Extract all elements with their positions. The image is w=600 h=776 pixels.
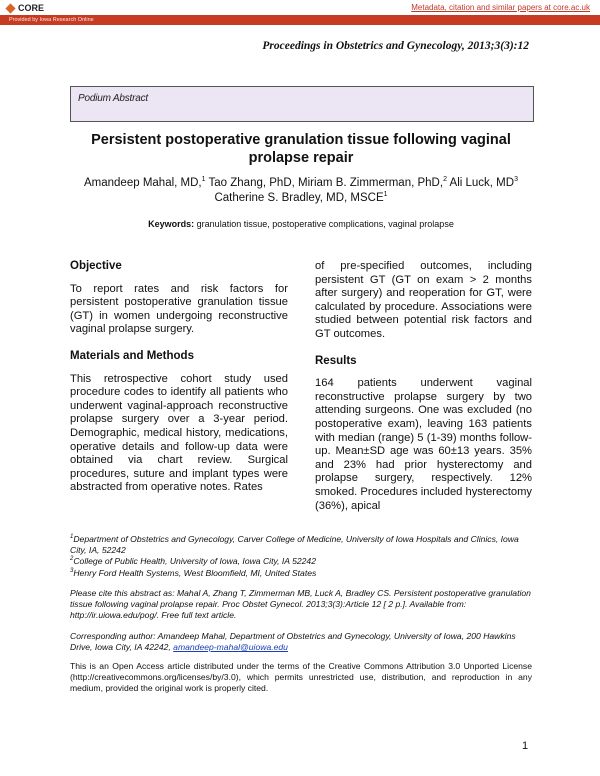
methods-text: This retrospective cohort study used procedure codes to identify all patients who underwent vaginal-approach reconstructive prolapse surgery over a 3-year period. Demographic, medical history, medications, operative details and follow-up data were obtained via chart review. Surgical procedures, suture and implant types were abstracted from operative notes. Rates xyxy=(70,372,288,494)
core-logo-icon xyxy=(5,3,15,13)
author-affil-sup: 1 xyxy=(201,176,206,184)
citation-note: Please cite this abstract as: Mahal A, Zhang T, Zimmerman MB, Luck A, Bradley CS. Persistent postoperative granulation tissue following vaginal prolapse repair. Proc Obstet Gynecol. 2013;3(3):Article 12 [ 2 p.]. Available from: http://ir.uiowa.edu/pog/. Free full text article. xyxy=(70,588,531,621)
methods-text-continued: of pre-specified outcomes, including persistent GT (GT on exam > 2 months after surgery) and reoperation for GT, were calculated by procedure. Associations were studied between potential risk factors and GT outcomes. xyxy=(315,260,532,340)
footnote xyxy=(70,534,532,556)
article-title: Persistent postoperative granulation tissue following vaginal prolapse repair xyxy=(91,132,511,166)
objective-heading: Objective xyxy=(70,260,122,272)
license-text: This is an Open Access article distributed under the terms of the Creative Commons Attribution 3.0 Unported License (http://creativecommons.org/licenses/by/3.0), which permits unrestricted use, distribution, and reproduction in any medium, provided the original work is properly cited. xyxy=(70,661,532,694)
footnote-sup: 1 xyxy=(70,534,74,541)
provider-text: Provided by Iowa Research Online xyxy=(9,17,94,23)
page-number: 1 xyxy=(522,740,529,752)
footnote-text: Department of Obstetrics and Gynecology, Carver College of Medicine, University of Iowa Hospitals and Clinics, Iowa City, IA, 52242 xyxy=(70,534,519,556)
author-affil-sup: 2 xyxy=(443,176,447,184)
results-heading: Results xyxy=(315,354,357,367)
right-column xyxy=(315,260,532,513)
footnote-text: Henry Ford Health Systems, West Bloomfield, MI, United States xyxy=(73,567,317,578)
abstract-type-label: Podium Abstract xyxy=(78,93,148,104)
footnote xyxy=(70,556,532,567)
left-column xyxy=(70,260,288,495)
author-line-2 xyxy=(60,191,542,206)
keywords-text: granulation tissue, postoperative complications, vaginal prolapse xyxy=(194,219,454,229)
keywords xyxy=(60,219,542,229)
author-name: Ali Luck, MD xyxy=(446,177,515,189)
footnote-text: College of Public Health, University of Iowa, Iowa City, IA 52242 xyxy=(73,556,316,567)
corresponding-email-link[interactable]: amandeep-mahal@uiowa.edu xyxy=(173,642,288,653)
objective-text: To report rates and risk factors for persistent postoperative granulation tissue (GT) in women undergoing reconstructive vaginal prolapse surgery. xyxy=(70,282,288,336)
author-name: Tao Zhang, PhD, Miriam B. Zimmerman, PhD, xyxy=(205,177,444,189)
keywords-label: Keywords: xyxy=(148,219,195,229)
author-list xyxy=(60,176,542,206)
corresponding-text: Corresponding author: Amandeep Mahal, Department of Obstetrics and Gynecology, University of Iowa, 200 Hawkins Drive, Iowa City, IA 42242, xyxy=(70,631,516,653)
core-logo[interactable] xyxy=(6,2,44,14)
corresponding-author xyxy=(70,631,532,653)
results-text: 164 patients underwent vaginal reconstructive prolapse surgery by two attending surgeons. One was excluded (no postoperative exam), leaving 163 patients with median (range) 5 (1-39) months follow-up. Mean±SD age was 60±13 years. 35% and 23% had prior hysterectomy and prolapse surgery, respectively. 12% smoked. Procedures included hysterectomy (36%), apical xyxy=(315,377,533,512)
abstract-type-box xyxy=(70,86,534,122)
footnote-sup: 2 xyxy=(70,556,74,563)
author-line-1 xyxy=(60,176,542,191)
author-name: Amandeep Mahal, MD, xyxy=(84,177,202,189)
affiliation-footnotes xyxy=(70,534,532,579)
footnote xyxy=(70,568,532,579)
author-affil-sup: 1 xyxy=(383,191,388,199)
author-affil-sup: 3 xyxy=(514,176,518,184)
methods-heading: Materials and Methods xyxy=(70,349,194,362)
core-logo-text: CORE xyxy=(18,3,45,13)
journal-header: Proceedings in Obstetrics and Gynecology, 2013;3(3):12 xyxy=(262,40,529,52)
author-name: Catherine S. Bradley, MD, MSCE xyxy=(214,192,384,204)
core-metadata-link[interactable]: Metadata, citation and similar papers at core.ac.uk xyxy=(411,3,590,12)
footnote-sup: 3 xyxy=(70,567,74,574)
